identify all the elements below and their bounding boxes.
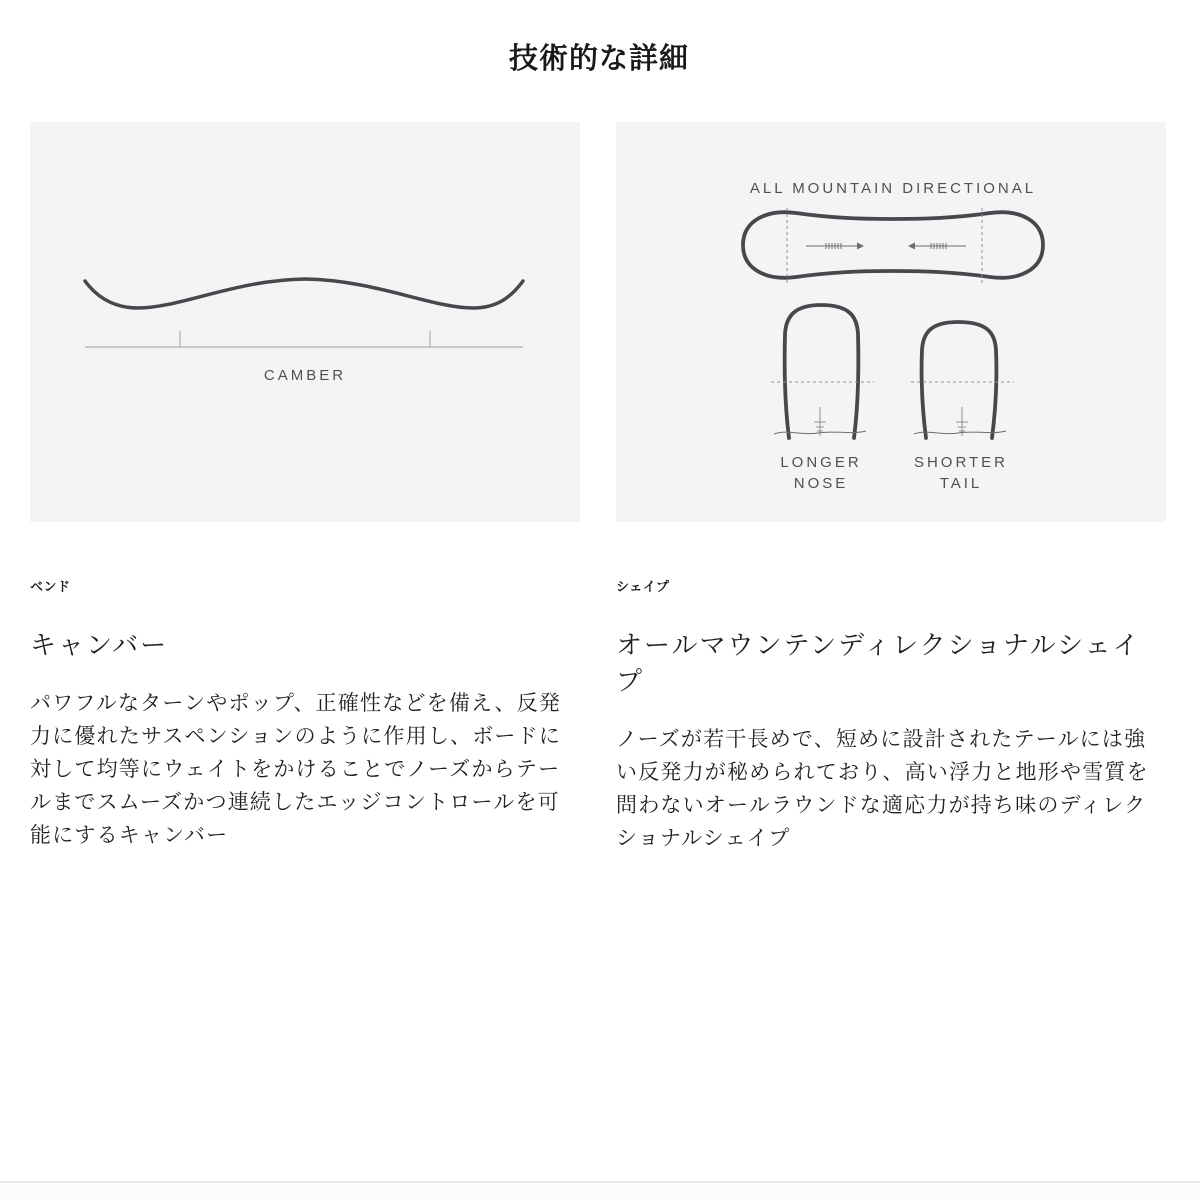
nose-label-line1: LONGER <box>780 454 862 471</box>
bend-heading: キャンバー <box>30 630 169 660</box>
shape-diagram <box>616 122 1166 522</box>
camber-curve <box>85 279 523 308</box>
feature-descriptions <box>30 578 1168 855</box>
tail-label-line1: SHORTER <box>913 454 1009 471</box>
nose-outline <box>785 305 859 438</box>
bend-body-text: パワフルなターンやポップ、正確性などを備え、反発力に優れたサスペンションのように作用し、ボードに対して均等にウェイトをかけることでノーズからテールまでスムーズかつ連続したエッジコントロールを可能にするキャンバー <box>30 692 562 847</box>
section-divider <box>0 1181 1200 1200</box>
nose-label-line2: NOSE <box>793 475 849 492</box>
shape-heading: オールマウンテンディレクショナルシェイプ <box>616 630 1141 696</box>
nose-ruler <box>814 407 826 436</box>
bend-category-label: ベンド <box>30 579 71 594</box>
shape-panel <box>616 122 1166 522</box>
bend-description <box>30 578 580 855</box>
stance-marker-left <box>806 243 862 249</box>
board-topview-outline <box>743 212 1043 278</box>
shape-category-label: シェイプ <box>616 579 670 594</box>
tail-label-line2: TAIL <box>939 475 983 492</box>
stance-arrow-left <box>857 243 864 250</box>
tail-ruler <box>956 407 968 436</box>
diagram-panels <box>30 122 1168 522</box>
stance-marker-right <box>910 243 966 249</box>
camber-label: CAMBER <box>263 367 347 384</box>
camber-panel <box>30 122 580 522</box>
stance-arrow-right <box>908 243 915 250</box>
shape-body-text: ノーズが若干長めで、短めに設計されたテールには強い反発力が秘められており、高い浮力と地形や雪質を問わないオールラウンドな適応力が持ち味のディレクショナルシェイプ <box>616 728 1149 850</box>
tail-outline <box>922 322 997 438</box>
shape-description <box>616 578 1166 855</box>
section-title: 技術的な詳細 <box>508 43 689 75</box>
shape-diagram-title: ALL MOUNTAIN DIRECTIONAL <box>749 180 1037 197</box>
camber-diagram <box>30 122 580 522</box>
